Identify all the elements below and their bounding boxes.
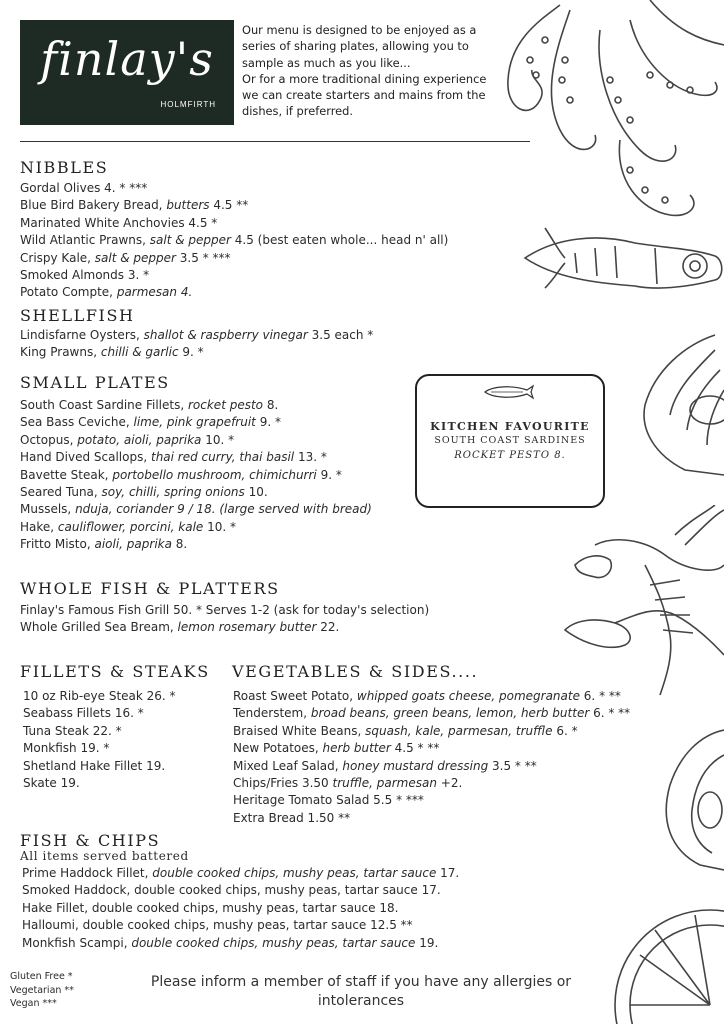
item-price: 10. — [244, 485, 268, 500]
item-description: rocket pesto — [187, 398, 264, 412]
squid-illustration — [515, 218, 724, 318]
item-price: 6. * ** — [589, 706, 631, 721]
kitchen-favourite-desc: ROCKET PESTO 8. — [454, 450, 566, 461]
item-name: Whole Grilled Sea Bream, — [20, 620, 178, 635]
fish-chips-heading: FISH & CHIPS — [20, 831, 161, 850]
menu-item — [22, 865, 459, 882]
menu-item — [20, 327, 373, 344]
item-name: Mussels, — [20, 502, 76, 517]
item-name: Halloumi, double cooked chips, mushy peas, tartar sauce 12.5 ** — [22, 918, 413, 933]
item-description: aioli, paprika — [94, 537, 172, 552]
menu-item: Shetland Hake Fillet 19. — [23, 758, 166, 773]
menu-item — [20, 414, 372, 431]
logo-location: HOLMFIRTH — [160, 100, 216, 109]
menu-item — [233, 810, 630, 827]
item-name: Smoked Almonds 3. * — [20, 268, 150, 283]
menu-item — [20, 397, 372, 414]
menu-item — [20, 232, 448, 249]
menu-item — [233, 792, 630, 809]
menu-item: 10 oz Rib-eye Steak 26. * — [23, 689, 176, 703]
item-description: butters — [166, 198, 210, 213]
item-description: thai red curry, thai basil — [150, 450, 295, 465]
menu-item — [20, 197, 448, 214]
item-price: 6. * — [552, 723, 578, 738]
menu-item — [20, 519, 372, 536]
intro-line: Or for a more traditional dining experience — [242, 71, 487, 86]
menu-item — [233, 758, 630, 775]
menu-item — [233, 740, 630, 757]
dietary-legend — [10, 970, 74, 1011]
item-name: Monkfish Scampi, — [22, 935, 132, 950]
item-name: South Coast Sardine Fillets, — [20, 398, 188, 412]
fillets-heading: FILLETS & STEAKS — [20, 662, 210, 681]
menu-item: Skate 19. — [23, 776, 80, 791]
menu-item: Seabass Fillets 16. * — [23, 706, 144, 721]
menu-item — [20, 449, 372, 466]
menu-item — [20, 250, 448, 267]
item-price: 9. * — [178, 345, 204, 360]
item-name: Sea Bass Ceviche, — [20, 415, 134, 430]
menu-item — [233, 705, 630, 722]
menu-item: Monkfish 19. * — [23, 741, 110, 756]
item-price: +2. — [436, 776, 463, 791]
item-price: 3.5 * ** — [488, 758, 537, 773]
kitchen-favourite-box — [415, 374, 605, 508]
intro-line: dishes, if preferred. — [242, 104, 353, 119]
item-name: King Prawns, — [20, 345, 101, 360]
menu-item — [22, 935, 459, 952]
menu-item — [233, 723, 630, 740]
item-description: chilli & garlic — [100, 345, 179, 360]
menu-item — [20, 432, 372, 449]
menu-item — [20, 501, 372, 518]
intro-line: Our menu is designed to be enjoyed as a — [242, 23, 477, 37]
vegetables-heading: VEGETABLES & SIDES.... — [232, 662, 479, 681]
item-name: Braised White Beans, — [233, 723, 366, 738]
item-description: salt & pepper — [94, 250, 176, 265]
item-price: 4.5 ** — [209, 198, 249, 213]
shellfish-list — [20, 327, 373, 362]
item-name: Seared Tuna, — [20, 485, 102, 500]
octopus-illustration — [500, 0, 724, 230]
whole-fish-heading: WHOLE FISH & PLATTERS — [20, 579, 280, 598]
fillets-list — [23, 688, 176, 792]
item-name: Potato Compte, — [20, 285, 117, 300]
menu-item — [20, 267, 448, 284]
logo-name: finlay's — [40, 32, 214, 86]
item-name: Chips/Fries 3.50 — [233, 776, 333, 791]
item-description: parmesan 4. — [116, 285, 193, 300]
menu-item — [20, 284, 448, 301]
item-name: New Potatoes, — [233, 741, 323, 756]
item-description: lemon rosemary butter — [177, 620, 317, 635]
menu-item — [20, 536, 372, 553]
menu-item — [22, 900, 459, 917]
header-divider — [20, 141, 530, 142]
menu-item — [20, 467, 372, 484]
item-description: soy, chilli, spring onions — [101, 485, 245, 500]
intro-line: series of sharing plates, allowing you to — [242, 39, 469, 54]
item-price: 6. * ** — [579, 689, 621, 703]
item-name: Heritage Tomato Salad 5.5 * *** — [233, 793, 424, 808]
item-description: shallot & raspberry vinegar — [143, 328, 308, 342]
menu-item — [22, 882, 459, 899]
item-price: 9. * — [255, 415, 281, 430]
item-description: portobello mushroom, chimichurri — [112, 467, 317, 482]
nibbles-list — [20, 180, 448, 302]
item-name: Octopus, — [20, 432, 78, 447]
item-name: Finlay's Famous Fish Grill 50. * Serves 1-2 (ask for today's selection) — [20, 603, 430, 617]
item-price: 3.5 each * — [307, 328, 374, 342]
item-price: 10. * — [203, 519, 237, 534]
item-description: truffle, parmesan — [332, 776, 437, 791]
menu-item — [233, 688, 630, 705]
item-price: 4.5 * ** — [390, 741, 440, 756]
item-description: double cooked chips, mushy peas, tartar sauce — [152, 866, 437, 880]
item-price: 10. * — [201, 432, 235, 447]
item-name: Mixed Leaf Salad, — [233, 758, 343, 773]
menu-item: Tuna Steak 22. * — [23, 723, 122, 738]
item-description: double cooked chips, mushy peas, tartar sauce — [131, 935, 416, 950]
legend-vegan: Vegan *** — [10, 998, 57, 1009]
item-description: whipped goats cheese, pomegranate — [356, 689, 580, 703]
item-name: Fritto Misto, — [20, 537, 95, 552]
oyster-illustration — [640, 725, 724, 875]
menu-item — [20, 619, 429, 636]
item-price: 8. — [171, 537, 188, 552]
item-description: lime, pink grapefruit — [133, 415, 256, 430]
menu-item — [20, 602, 429, 619]
item-name: Hake, — [20, 519, 58, 534]
item-name: Blue Bird Bakery Bread, — [20, 198, 167, 213]
menu-item — [20, 180, 448, 197]
allergy-notice: Please inform a member of staff if you have any allergies or intolerances — [150, 974, 572, 1009]
item-price: 8. — [263, 398, 279, 412]
intro-line: we can create starters and mains from the — [242, 88, 486, 103]
item-name: Hand Dived Scallops, — [20, 450, 151, 465]
item-description: squash, kale, parmesan, truffle — [365, 723, 553, 738]
item-price: 22. — [316, 620, 340, 635]
lemon-illustration — [600, 905, 724, 1024]
logo — [20, 20, 234, 125]
whole-fish-list — [20, 602, 429, 637]
item-name: Wild Atlantic Prawns, — [20, 233, 150, 248]
sardine-icon — [483, 384, 535, 400]
menu-item — [22, 917, 459, 934]
intro-text — [242, 22, 512, 120]
menu-item — [20, 215, 448, 232]
vegetables-list — [233, 688, 630, 827]
scallop-shell-illustration — [615, 330, 724, 480]
item-description: herb butter — [322, 741, 391, 756]
item-name: Extra Bread 1.50 ** — [233, 810, 351, 825]
menu-item — [20, 344, 373, 361]
kitchen-favourite-dish: SOUTH COAST SARDINES — [434, 435, 586, 446]
item-name: Marinated White Anchovies 4.5 * — [20, 215, 218, 230]
legend-vegetarian: Vegetarian ** — [10, 984, 74, 996]
item-description: broad beans, green beans, lemon, herb butter — [310, 706, 590, 721]
intro-line: sample as much as you like... — [242, 55, 411, 70]
item-name: Crispy Kale, — [20, 250, 95, 265]
item-description: cauliflower, porcini, kale — [57, 519, 204, 534]
item-price: 3.5 * *** — [175, 250, 231, 265]
item-price: 9. * — [316, 467, 342, 482]
nibbles-heading: NIBBLES — [20, 158, 109, 177]
item-description: nduja, coriander 9 / 18. (large served with bread) — [75, 502, 372, 517]
legend-gluten-free: Gluten Free * — [10, 971, 73, 982]
item-name: Bavette Steak, — [20, 467, 113, 482]
item-name: Lindisfarne Oysters, — [20, 328, 144, 342]
item-description: salt & pepper — [149, 233, 231, 248]
shellfish-heading: SHELLFISH — [20, 306, 135, 325]
item-name: Gordal Olives 4. * *** — [20, 181, 148, 195]
item-name: Smoked Haddock, double cooked chips, mushy peas, tartar sauce 17. — [22, 883, 441, 898]
item-name: Roast Sweet Potato, — [233, 689, 357, 703]
item-description: potato, aioli, paprika — [77, 432, 202, 447]
item-description: honey mustard dressing — [342, 758, 489, 773]
fish-chips-note: All items served battered — [20, 849, 189, 863]
small-plates-heading: SMALL PLATES — [20, 373, 170, 392]
item-price: 4.5 (best eaten whole... head n' all) — [230, 233, 449, 248]
item-price: 19. — [415, 935, 439, 950]
kitchen-favourite-title: KITCHEN FAVOURITE — [430, 420, 590, 433]
fish-chips-list — [22, 865, 459, 952]
item-price: 13. * — [294, 450, 327, 465]
item-name: Hake Fillet, double cooked chips, mushy peas, tartar sauce 18. — [22, 900, 399, 915]
menu-item — [233, 775, 630, 792]
small-plates-list — [20, 397, 372, 554]
item-name: Tenderstem, — [233, 706, 311, 721]
lobster-illustration — [555, 505, 724, 715]
item-name: Prime Haddock Fillet, — [22, 866, 153, 880]
menu-item — [20, 484, 372, 501]
item-price: 17. — [436, 866, 460, 880]
